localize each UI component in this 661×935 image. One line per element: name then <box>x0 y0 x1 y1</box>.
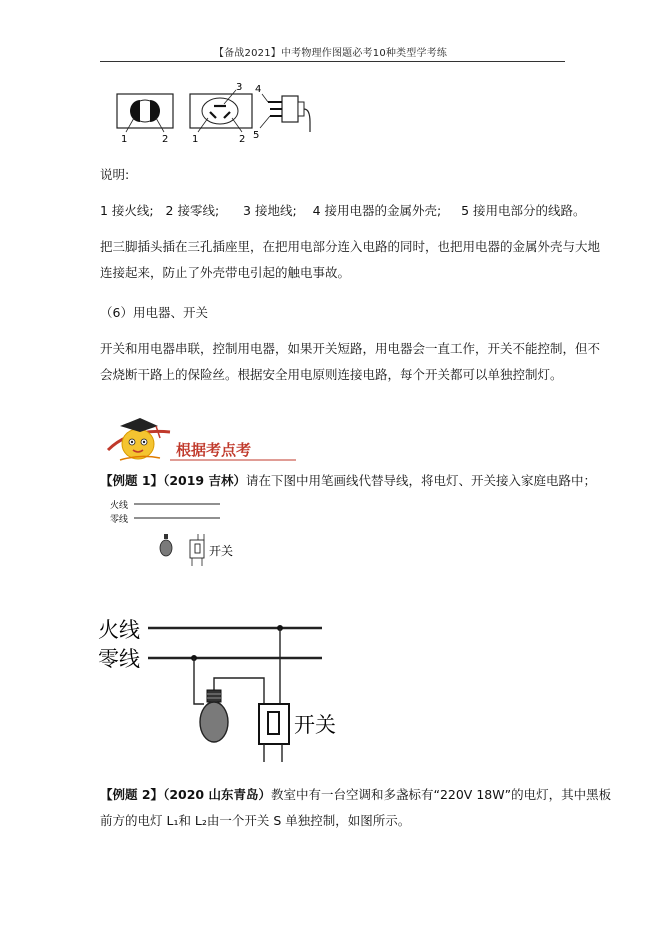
label-3: 3 <box>236 82 243 93</box>
page-header: 【备战2021】中考物理作图题必考10种类型学考练 <box>213 48 448 59</box>
neutral-wire-label: 零线 <box>110 515 129 525</box>
label-4: 4 <box>255 84 262 95</box>
example1-tag: 【例题 1】 <box>100 473 164 488</box>
section-banner <box>100 410 300 466</box>
example1-source: （2019 吉林） <box>163 473 246 488</box>
socket-plug-figure <box>112 82 312 144</box>
switch-label: 开关 <box>209 544 234 558</box>
switch-icon <box>190 534 204 566</box>
switch-label: 开关 <box>294 713 336 737</box>
explanation-title: 说明: <box>100 167 130 182</box>
section-paragraph-line2: 会烧断干路上的保险丝。根据安全用电原则连接电路，每个开关都可以单独控制灯。 <box>100 367 563 382</box>
switch-icon <box>259 704 289 762</box>
mascot-icon <box>108 418 170 460</box>
two-hole-socket <box>117 94 173 144</box>
section-title: （6）用电器、开关 <box>100 305 208 320</box>
lamp-icon <box>200 690 228 742</box>
lamp-icon <box>160 534 172 556</box>
neutral-wire-label: 零线 <box>98 647 140 671</box>
live-wire-label: 火线 <box>110 501 129 511</box>
example2-line2: 前方的电灯 L₁和 L₂由一个开关 S 单独控制，如图所示。 <box>100 813 411 828</box>
example1-question <box>100 468 596 494</box>
label-2b: 2 <box>239 134 246 144</box>
example2-source: （2020 山东青岛） <box>163 787 271 802</box>
explanation-paragraph-line1: 把三脚插头插在三孔插座里，在把用电部分连入电路的同时，也把用电器的金属外壳与大地 <box>100 239 601 254</box>
explanation-paragraph-line2: 连接起来，防止了外壳带电引起的触电事故。 <box>100 265 351 280</box>
example2-tag: 【例题 2】 <box>100 787 164 802</box>
section-paragraph-line1: 开关和用电器串联，控制用电器，如果开关短路，用电器会一直工作，开关不能控制，但不 <box>100 341 601 356</box>
example2-text: 教室中有一台空调和多盏标有“220V 18W”的电灯，其中黑板 <box>270 787 612 802</box>
label-1a: 1 <box>121 134 128 144</box>
label-1b: 1 <box>192 134 199 144</box>
example2-question <box>100 782 611 808</box>
circuit-figure-small <box>108 496 248 576</box>
banner-title: 根据考点考 <box>176 441 252 459</box>
label-5: 5 <box>253 130 260 141</box>
example1-text: 请在下图中用笔画线代替导线，将电灯、开关接入家庭电路中； <box>245 473 596 488</box>
three-hole-socket <box>190 82 252 144</box>
circuit-figure-large <box>98 612 338 776</box>
explanation-legend: 1 接火线; 2 接零线; 3 接地线; 4 接用电器的金属外壳; 5 接用电部分的线路。 <box>100 203 586 218</box>
label-2a: 2 <box>162 134 169 144</box>
live-wire-label: 火线 <box>98 618 140 642</box>
three-pin-plug <box>253 84 310 141</box>
header-divider <box>100 61 565 62</box>
